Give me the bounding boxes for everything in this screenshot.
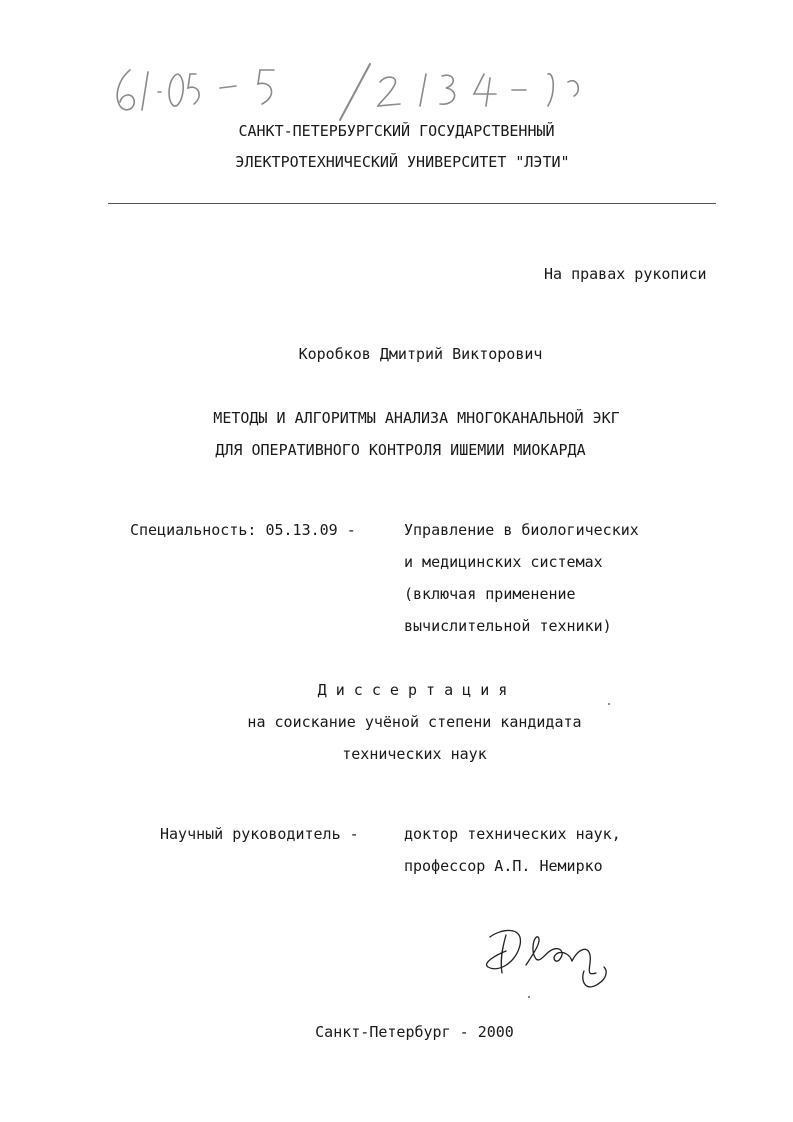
archive-stamp-drawing — [108, 62, 598, 122]
university-name-line2: ЭЛЕКТРОТЕХНИЧЕСКИЙ УНИВЕРСИТЕТ "ЛЭТИ" — [235, 153, 570, 171]
author-name: Коробков Дмитрий Викторович — [298, 345, 543, 363]
supervisor-line2: профессор А.П. Немирко — [404, 857, 603, 875]
specialty-line3: (включая применение — [404, 585, 576, 603]
header-divider — [108, 203, 716, 204]
signature-drawing — [480, 915, 615, 1005]
specialty-line1: Управление в биологических — [404, 521, 639, 539]
thesis-title-line1: МЕТОДЫ И АЛГОРИТМЫ АНАЛИЗА МНОГОКАНАЛЬНОЙ ЭКГ — [213, 409, 620, 427]
handwritten-signature — [480, 915, 615, 1005]
archive-stamp-handwritten — [108, 62, 598, 122]
degree-type: Д и с с е р т а ц и я — [317, 681, 508, 699]
specialty-line4: вычислительной техники) — [404, 617, 612, 635]
supervisor-label: Научный руководитель - — [160, 825, 359, 843]
scan-speck — [608, 703, 610, 705]
university-name-line1: САНКТ-ПЕТЕРБУРГСКИЙ ГОСУДАРСТВЕННЫЙ — [238, 122, 555, 140]
manuscript-note: На правах рукописи — [544, 265, 707, 283]
specialty-label: Специальность: 05.13.09 - — [130, 521, 356, 539]
degree-line3: технических наук — [342, 745, 487, 763]
specialty-line2: и медицинских системах — [404, 553, 603, 571]
supervisor-line1: доктор технических наук, — [404, 825, 621, 843]
degree-line2: на соискание учёной степени кандидата — [247, 713, 582, 731]
scan-speck — [528, 996, 530, 998]
place-and-year: Санкт-Петербург - 2000 — [315, 1023, 514, 1041]
thesis-title-line2: ДЛЯ ОПЕРАТИВНОГО КОНТРОЛЯ ИШЕМИИ МИОКАРДА — [215, 441, 586, 459]
